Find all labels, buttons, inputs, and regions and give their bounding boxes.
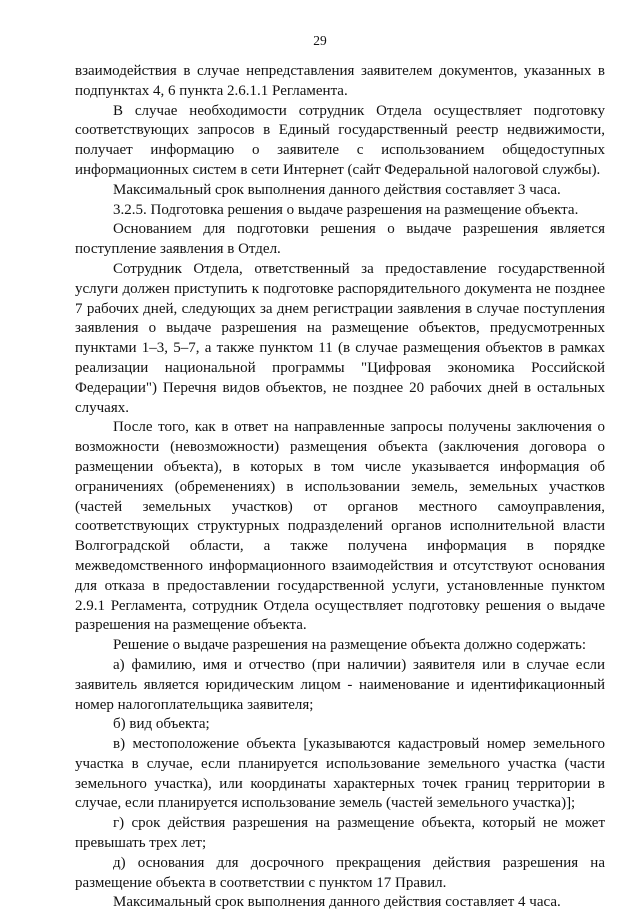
list-item-g: г) срок действия разрешения на размещение объекта, который не может превышать трех лет; — [75, 815, 605, 852]
paragraph-deadlines: Сотрудник Отдела, ответственный за предоставление государственной услуги должен приступить к подготовке распорядительного документа не позднее 7 рабочих дней, следующих за днем регистрации заявления в случае поступления заявления о выдаче разрешения на размещение объектов, предусмотренных пунктами 1–3, 5–7, а также пунктом 11 (в случае размещения объектов в рамках реализации национальной программы "Цифровая экономика Российской Федерации") Перечня видов объектов, не позднее 20 рабочих дней в остальных случаях. — [75, 260, 605, 416]
section-heading-3-2-5: 3.2.5. Подготовка решения о выдаче разрешения на размещение объекта. — [113, 201, 579, 218]
document-body — [75, 62, 605, 913]
paragraph-conclusions: После того, как в ответ на направленные запросы получены заключения о возможности (невозможности) размещения объекта (заключения договора о размещении объекта), в которых в том числе указывается информация об ограничениях (обременениях) в использовании земель, земельных участков (частей земельных участков) от органов местного самоуправления, соответствующих структурных подразделений органов исполнительной власти Волгоградской области, а также получена информация в порядке межведомственного информационного взаимодействия и отсутствуют основания для отказа в предоставлении государственной услуги, установленные пунктом 2.9.1 Регламента, сотрудник Отдела осуществляет подготовку решения о выдаче разрешения на размещение объекта. — [75, 419, 605, 634]
paragraph-continuation: взаимодействия в случае непредставления заявителем документов, указанных в подпунктах 4, 6 пункта 2.6.1.1 Регламента. — [75, 63, 605, 99]
paragraph-max-time-4h: Максимальный срок выполнения данного действия составляет 4 часа. — [113, 894, 561, 911]
paragraph-grounds: Основанием для подготовки решения о выдаче разрешения является поступление заявления в Отдел. — [75, 221, 605, 258]
paragraph-egrn-requests: В случае необходимости сотрудник Отдела осуществляет подготовку соответствующих запросов в Единый государственный реестр недвижимости, получает информацию о заявителе с использованием общедоступных информационных систем в сети Интернет (сайт Федеральной налоговой службы). — [75, 102, 605, 178]
paragraph-max-time-3h: Максимальный срок выполнения данного действия составляет 3 часа. — [113, 181, 561, 198]
list-item-d: д) основания для досрочного прекращения действия разрешения на размещение объекта в соответствии с пунктом 17 Правил. — [75, 854, 605, 891]
list-item-v: в) местоположение объекта [указываются кадастровый номер земельного участка в случае, если планируется использование земельного участка (части земельного участка), или координаты характерных точек границ территории в случае, если планируется использование земель (частей земельного участка)]; — [75, 736, 605, 812]
paragraph-decision-contents: Решение о выдаче разрешения на размещение объекта должно содержать: — [113, 637, 586, 654]
list-item-a: а) фамилию, имя и отчество (при наличии) заявителя или в случае если заявитель является юридическим лицом - наименование и идентификационный номер налогоплательщика заявителя; — [75, 656, 605, 713]
list-item-b: б) вид объекта; — [113, 716, 210, 733]
page-number: 29 — [313, 33, 327, 48]
